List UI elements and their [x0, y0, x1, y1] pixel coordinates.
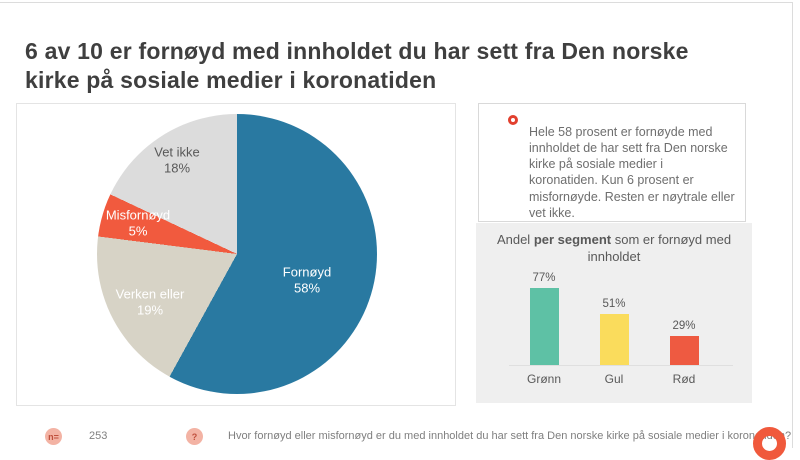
bar-chart	[509, 263, 719, 365]
bar	[600, 314, 629, 365]
bar-value-label: 51%	[602, 298, 626, 310]
n-value: 253	[89, 430, 108, 442]
bar-category-label: Rød	[672, 372, 696, 386]
ring-logo-icon	[753, 427, 786, 460]
pie-segment-pct: 18%	[163, 160, 191, 175]
question-badge: ?	[186, 428, 203, 445]
insight-box	[478, 103, 746, 222]
bar-value-label: 29%	[672, 320, 696, 332]
pie-segment-label-fornoyd	[283, 264, 331, 295]
bar-category-label: Grønn	[526, 372, 561, 386]
segment-panel-title	[476, 232, 752, 266]
segment-title-prefix: Andel	[496, 232, 534, 247]
pie-segment-label-vet-ikke	[154, 144, 200, 175]
bar	[530, 288, 559, 365]
ring-bullet-icon	[508, 115, 518, 125]
bar-group-gronn	[509, 272, 579, 365]
page-title: 6 av 10 er fornøyd med innholdet du har sett fra Den norske kirke på sosiale medier i koronatiden	[25, 38, 689, 93]
n-badge: n=	[45, 428, 62, 445]
bar	[670, 336, 699, 365]
pie-segment-label-verken-eller	[116, 286, 185, 317]
bar-value-label: 77%	[532, 272, 556, 284]
slide-right-border	[792, 2, 793, 448]
bar-group-rod	[649, 320, 719, 365]
segment-title-bold: per segment	[533, 232, 612, 247]
bar-group-gul	[579, 298, 649, 365]
segment-bar-panel	[476, 223, 752, 403]
question-text: Hvor fornøyd eller misfornøyd er du med innholdet du har sett fra Den norske kirke på sosiale medier i koronatiden?	[228, 430, 792, 442]
bar-category-label: Gul	[604, 372, 624, 386]
pie-chart	[97, 114, 377, 394]
segment-title-suffix: som er fornøyd med innholdet	[587, 232, 732, 264]
bar-chart-baseline	[509, 365, 733, 366]
insight-text: Hele 58 prosent er fornøyde med innholdet de har sett fra Den norske kirke på sosiale medier i koronatiden. Kun 6 prosent er misfornøyde. Resten er nøytrale eller vet ikke.	[529, 124, 735, 220]
pie-segment-name: Verken eller	[115, 286, 185, 302]
pie-segment-name: Vet ikke	[154, 144, 200, 160]
pie-segment-label-misfornoyd	[106, 207, 170, 238]
pie-segment-pct: 19%	[136, 302, 164, 317]
pie-segment-pct: 58%	[293, 280, 321, 295]
slide-top-border	[0, 2, 793, 3]
pie-segment-pct: 5%	[128, 223, 148, 238]
pie-segment-name: Fornøyd	[282, 264, 332, 280]
pie-chart-panel	[16, 103, 456, 406]
pie-segment-name: Misfornøyd	[105, 207, 171, 223]
